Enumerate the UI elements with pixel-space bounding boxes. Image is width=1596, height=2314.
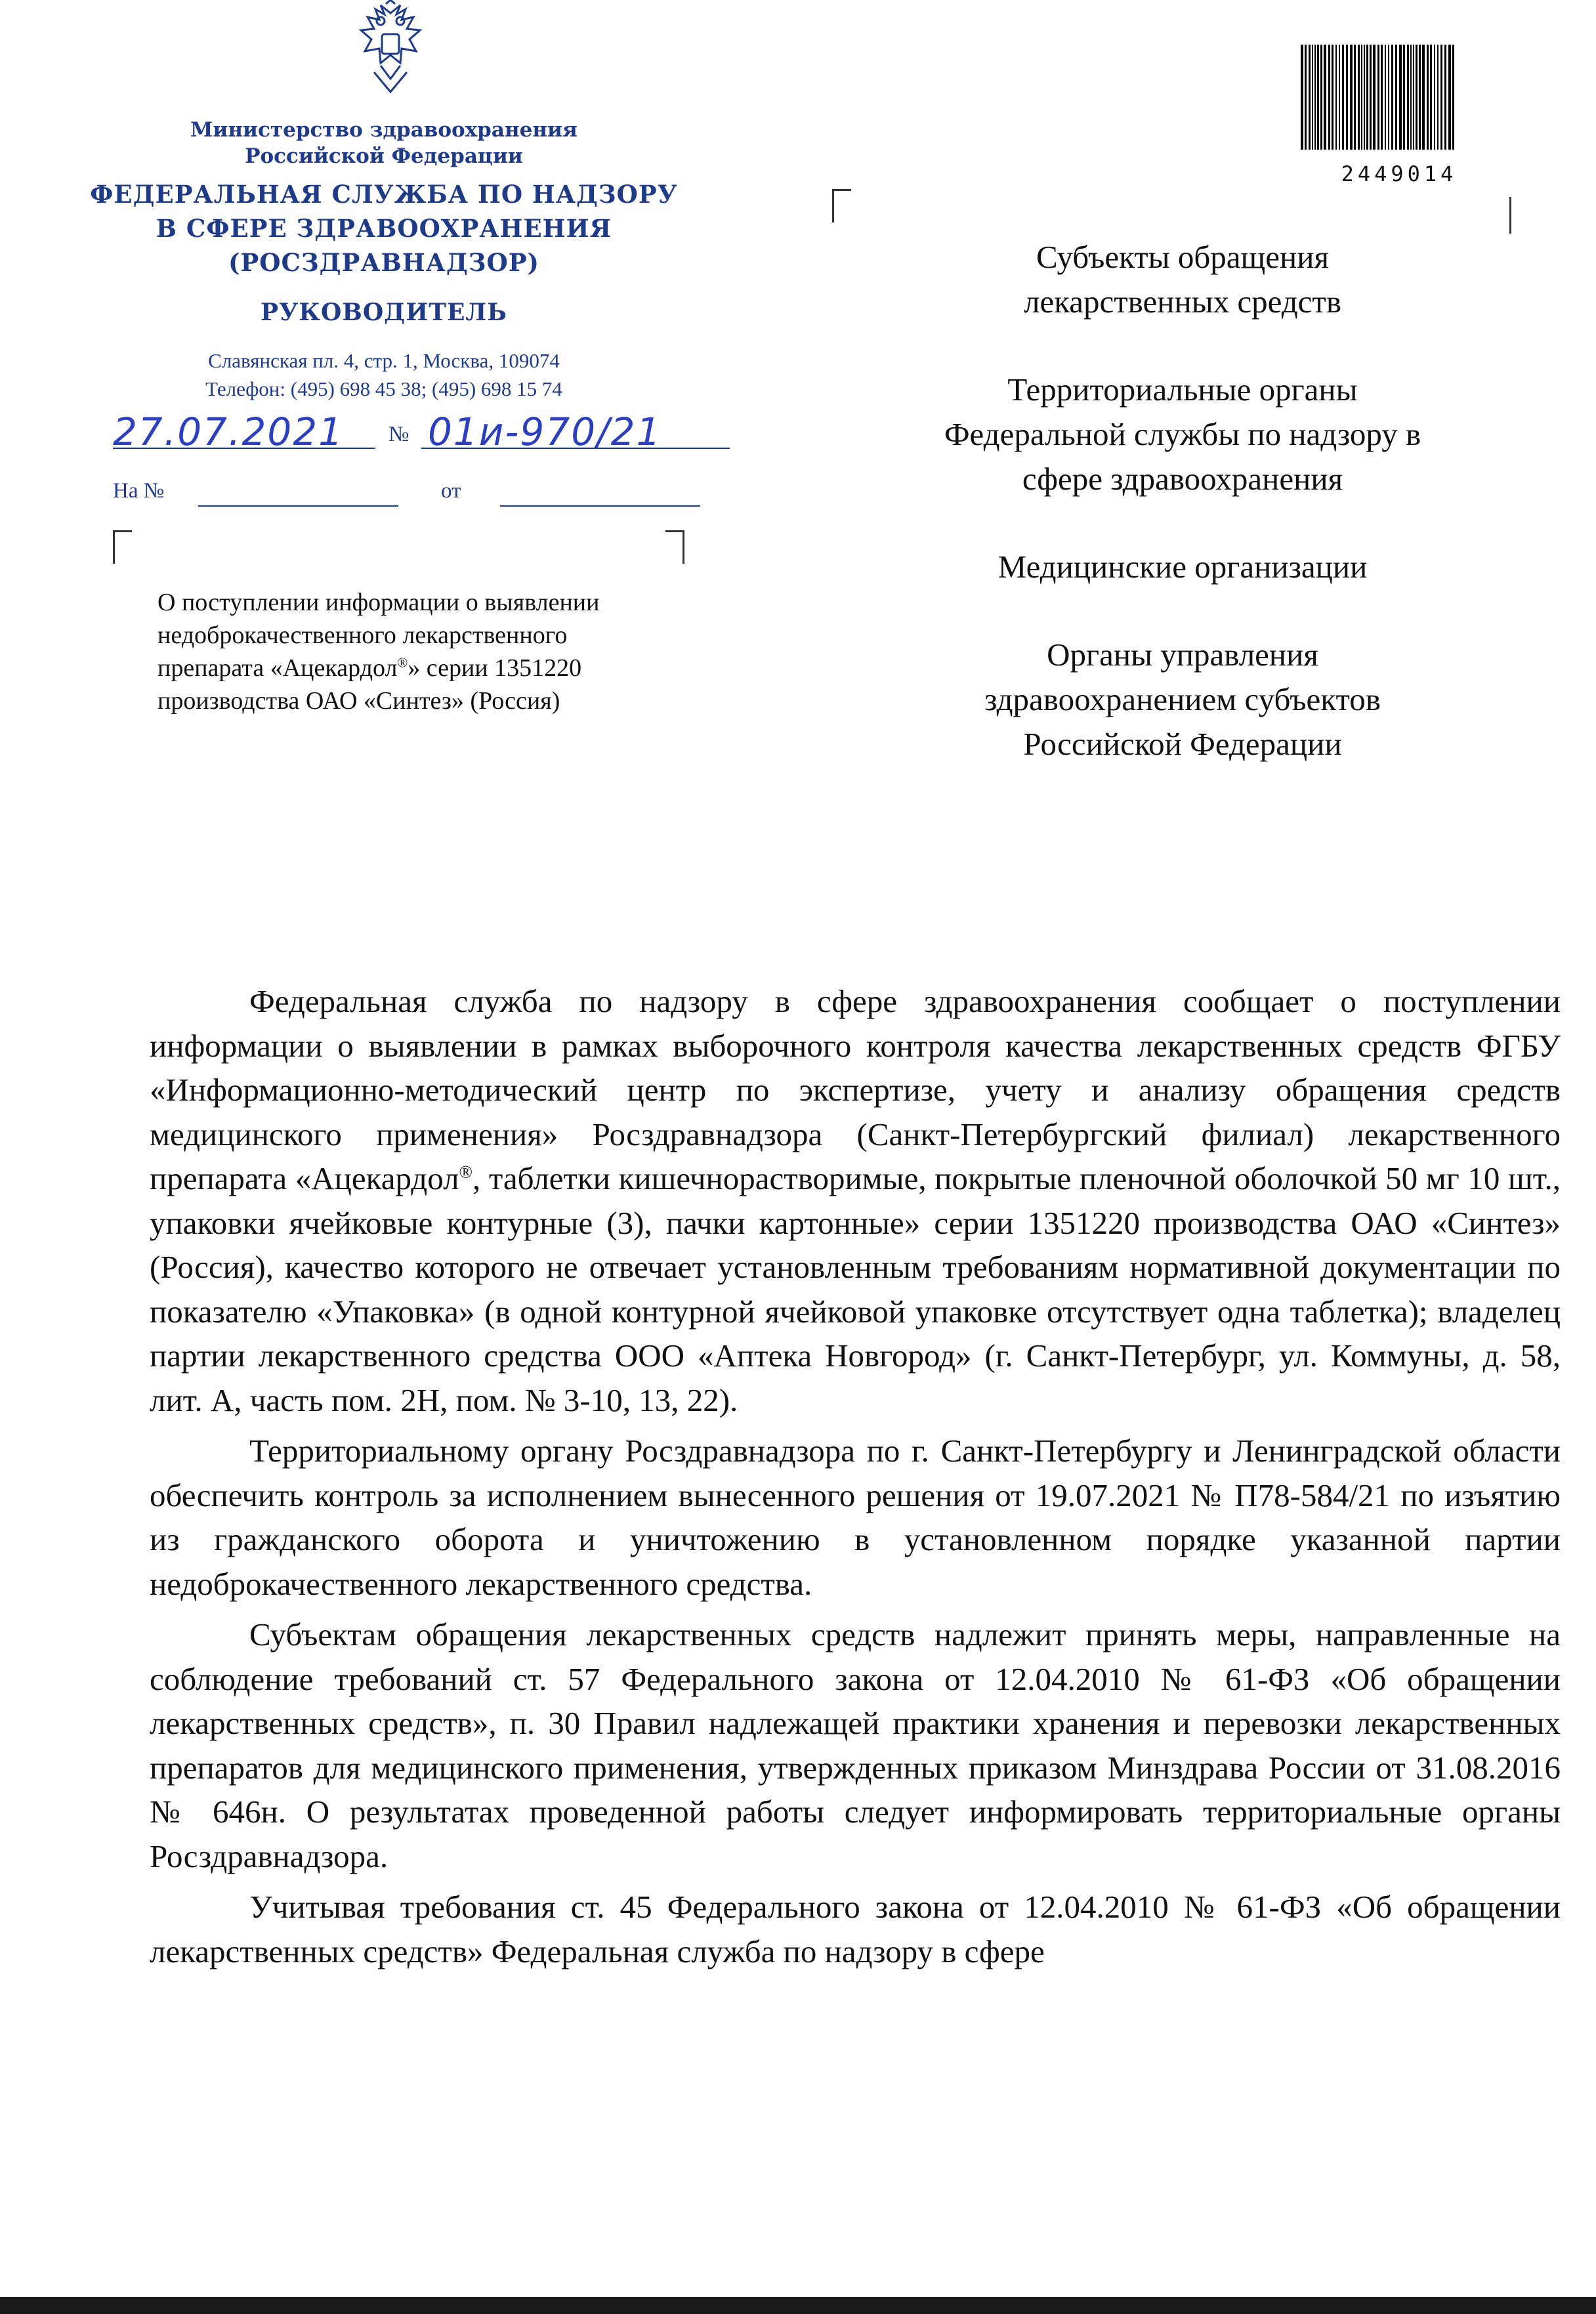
registration-line: [113, 408, 756, 461]
recipient-line: Органы управления: [1047, 637, 1318, 673]
barcode-bar: [1328, 45, 1330, 150]
barcode-bar: [1361, 45, 1362, 150]
address-corner-left: [832, 189, 851, 222]
barcode-bar: [1324, 45, 1326, 150]
body-paragraph-1-part-a: Федеральная служба по надзору в сфере здравоохранения сообщает о поступлении информации о выявлении в рамках выборочного контроля качества лекарственных средств ФГБУ «Информационно-методический центр по экспертизе, учету и анализу обращения средств медицинского применения» Росздравнадзора (Санкт-Петербургский филиал) лекарственного препарата «Ацекардол: [150, 983, 1561, 1196]
ministry-line-1: Министерство здравоохранения: [190, 118, 578, 142]
letter-body: [150, 979, 1561, 1980]
reply-date-blank: [500, 505, 700, 507]
agency-address: Славянская пл. 4, стр. 1, Москва, 109074: [208, 349, 560, 372]
barcode-bar: [1434, 45, 1435, 150]
barcode-bar: [1391, 45, 1393, 150]
ministry-name: [85, 117, 682, 169]
barcode-bar: [1354, 45, 1356, 150]
body-registered-mark: ®: [459, 1162, 473, 1182]
barcode-bars: [1301, 45, 1498, 150]
recipient-medical-organizations: [828, 545, 1537, 589]
reply-to-label: На №: [113, 479, 165, 503]
body-paragraph-4: Учитывая требования ст. 45 Федерального закона от 12.04.2010 № 61-ФЗ «Об обращении лекарственных средств» Федеральная служба по надзору в сфере: [150, 1889, 1561, 1969]
barcode-bar: [1427, 45, 1429, 150]
document-barcode: [1301, 45, 1498, 186]
recipient-line: Федеральной службы по надзору в: [944, 416, 1421, 452]
barcode-bar: [1332, 45, 1334, 150]
barcode-bar: [1410, 45, 1412, 150]
body-paragraph-2: Территориальному органу Росздравнадзора по г. Санкт-Петербургу и Ленинградской области обеспечить контроль за исполнением вынесенного решения от 19.07.2021 № П78-584/21 по изъятию из гражданского оборота и уничтожению в установленном порядке указанной партии недоброкачественного лекарственного средства.: [150, 1433, 1561, 1602]
subject-line-2: недоброкачественного лекарственного: [158, 621, 568, 649]
barcode-bar: [1448, 45, 1451, 150]
subject-line-3-post: » серии 1351220: [408, 654, 582, 682]
subject-corner-right: [665, 530, 684, 564]
registration-number: 01и-970/21: [428, 410, 662, 454]
recipient-health-authorities: [828, 633, 1537, 767]
body-paragraph-3: Субъектам обращения лекарственных средств надлежит принять меры, направленные на соблюдение требований ст. 57 Федерального закона от 12.04.2010 № 61-ФЗ «Об обращении лекарственных средств», п. 30 Правил надлежащей практики хранения и перевозки лекарственных препаратов для медицинского применения, утвержденных приказом Минздрава России от 31.08.2016 № 646н. О результатах проведенной работы следует информировать территориальные органы Росздравнадзора.: [150, 1616, 1561, 1874]
barcode-bar: [1339, 45, 1340, 150]
barcode-bar: [1309, 45, 1311, 150]
barcode-bar: [1301, 45, 1303, 150]
barcode-bar: [1370, 45, 1372, 150]
barcode-bar: [1364, 45, 1365, 150]
barcode-bar: [1305, 45, 1307, 150]
recipient-territorial-bodies: [828, 368, 1537, 501]
agency-line-3: (РОСЗДРАВНАДЗОР): [228, 248, 540, 277]
barcode-bar: [1314, 45, 1316, 150]
address-corner-right: [1509, 197, 1511, 234]
subject-line-1: О поступлении информации о выявлении: [158, 589, 600, 616]
barcode-bar: [1335, 45, 1337, 150]
barcode-number: 2449014: [1341, 161, 1458, 186]
barcode-bar: [1346, 45, 1348, 150]
subject-registered-mark: ®: [397, 654, 408, 671]
head-title: РУКОВОДИТЕЛЬ: [261, 299, 507, 326]
subject-corner-left: [113, 530, 132, 564]
recipient-line: Медицинские организации: [998, 549, 1368, 585]
subject-line-3: [158, 652, 735, 684]
body-paragraph-1-part-b: , таблетки кишечнорастворимые, покрытые пленочной оболочкой 50 мг 10 шт., упаковки ячейковые контурные (3), пачки картонные» серии 1351220 производства ОАО «Синтез» (Россия), качество которого не отвечает установленным требованиям нормативной документации по показателю «Упаковка» (в одной контурной ячейковой упаковке отсутствует одна таблетка); владелец партии лекарственного средства ООО «Аптека Новгород» (г. Санкт-Петербург, ул. Коммуны, д. 58, лит. А, часть пом. 2Н, пом. № 3-10, 13, 22).: [150, 1160, 1561, 1418]
barcode-bar: [1377, 45, 1379, 150]
barcode-bar: [1385, 45, 1386, 150]
letter-subject: [158, 586, 735, 717]
barcode-bar: [1437, 45, 1438, 150]
recipient-line: сфере здравоохранения: [1022, 461, 1343, 497]
barcode-bar: [1440, 45, 1442, 150]
barcode-bar: [1413, 45, 1414, 150]
recipient-line: лекарственных средств: [1024, 284, 1341, 320]
barcode-bar: [1358, 45, 1360, 150]
recipient-line: здравоохранением субъектов: [984, 681, 1381, 717]
reply-from-label: от: [441, 479, 461, 503]
registration-date: 27.07.2021: [113, 410, 345, 454]
recipient-drug-subjects: [828, 235, 1537, 324]
barcode-bar: [1350, 45, 1353, 150]
barcode-bar: [1403, 45, 1405, 150]
barcode-bar: [1317, 45, 1319, 150]
barcode-bar: [1452, 45, 1454, 150]
reply-reference-line: [113, 474, 704, 513]
recipient-line: Российской Федерации: [1023, 726, 1342, 762]
barcode-bar: [1342, 45, 1344, 150]
agency-phone: Телефон: (495) 698 45 38; (495) 698 15 74: [205, 377, 562, 400]
agency-line-1: ФЕДЕРАЛЬНАЯ СЛУЖБА ПО НАДЗОРУ: [90, 180, 678, 209]
agency-line-2: В СФЕРЕ ЗДРАВООХРАНЕНИЯ: [156, 214, 612, 243]
subject-line-4: производства ОАО «Синтез» (Россия): [158, 687, 560, 715]
barcode-bar: [1388, 45, 1389, 150]
reply-number-blank: [198, 505, 398, 507]
barcode-bar: [1422, 45, 1425, 150]
recipient-line: Субъекты обращения: [1036, 239, 1329, 275]
scan-bottom-edge: [0, 2297, 1596, 2314]
barcode-bar: [1381, 45, 1383, 150]
barcode-bar: [1430, 45, 1432, 150]
subject-line-3-pre: препарата «Ацекардол: [158, 654, 398, 682]
barcode-bar: [1395, 45, 1397, 150]
registration-number-underline: [421, 448, 730, 449]
ministry-line-2: Российской Федерации: [245, 144, 523, 168]
agency-name: [85, 177, 682, 280]
recipients-block: [828, 235, 1537, 810]
barcode-bar: [1444, 45, 1446, 150]
barcode-bar: [1419, 45, 1421, 150]
barcode-bar: [1416, 45, 1418, 150]
registration-date-underline: [113, 448, 375, 449]
coat-of-arms-emblem-icon: [341, 0, 440, 98]
barcode-bar: [1399, 45, 1402, 150]
recipient-line: Территориальные органы: [1007, 371, 1358, 408]
barcode-bar: [1320, 45, 1322, 150]
body-paragraph-1: [150, 979, 1561, 1422]
barcode-bar: [1373, 45, 1376, 150]
barcode-bar: [1366, 45, 1368, 150]
barcode-bar: [1407, 45, 1409, 150]
barcode-bar: [1312, 45, 1313, 150]
registration-number-sign: №: [388, 423, 410, 446]
